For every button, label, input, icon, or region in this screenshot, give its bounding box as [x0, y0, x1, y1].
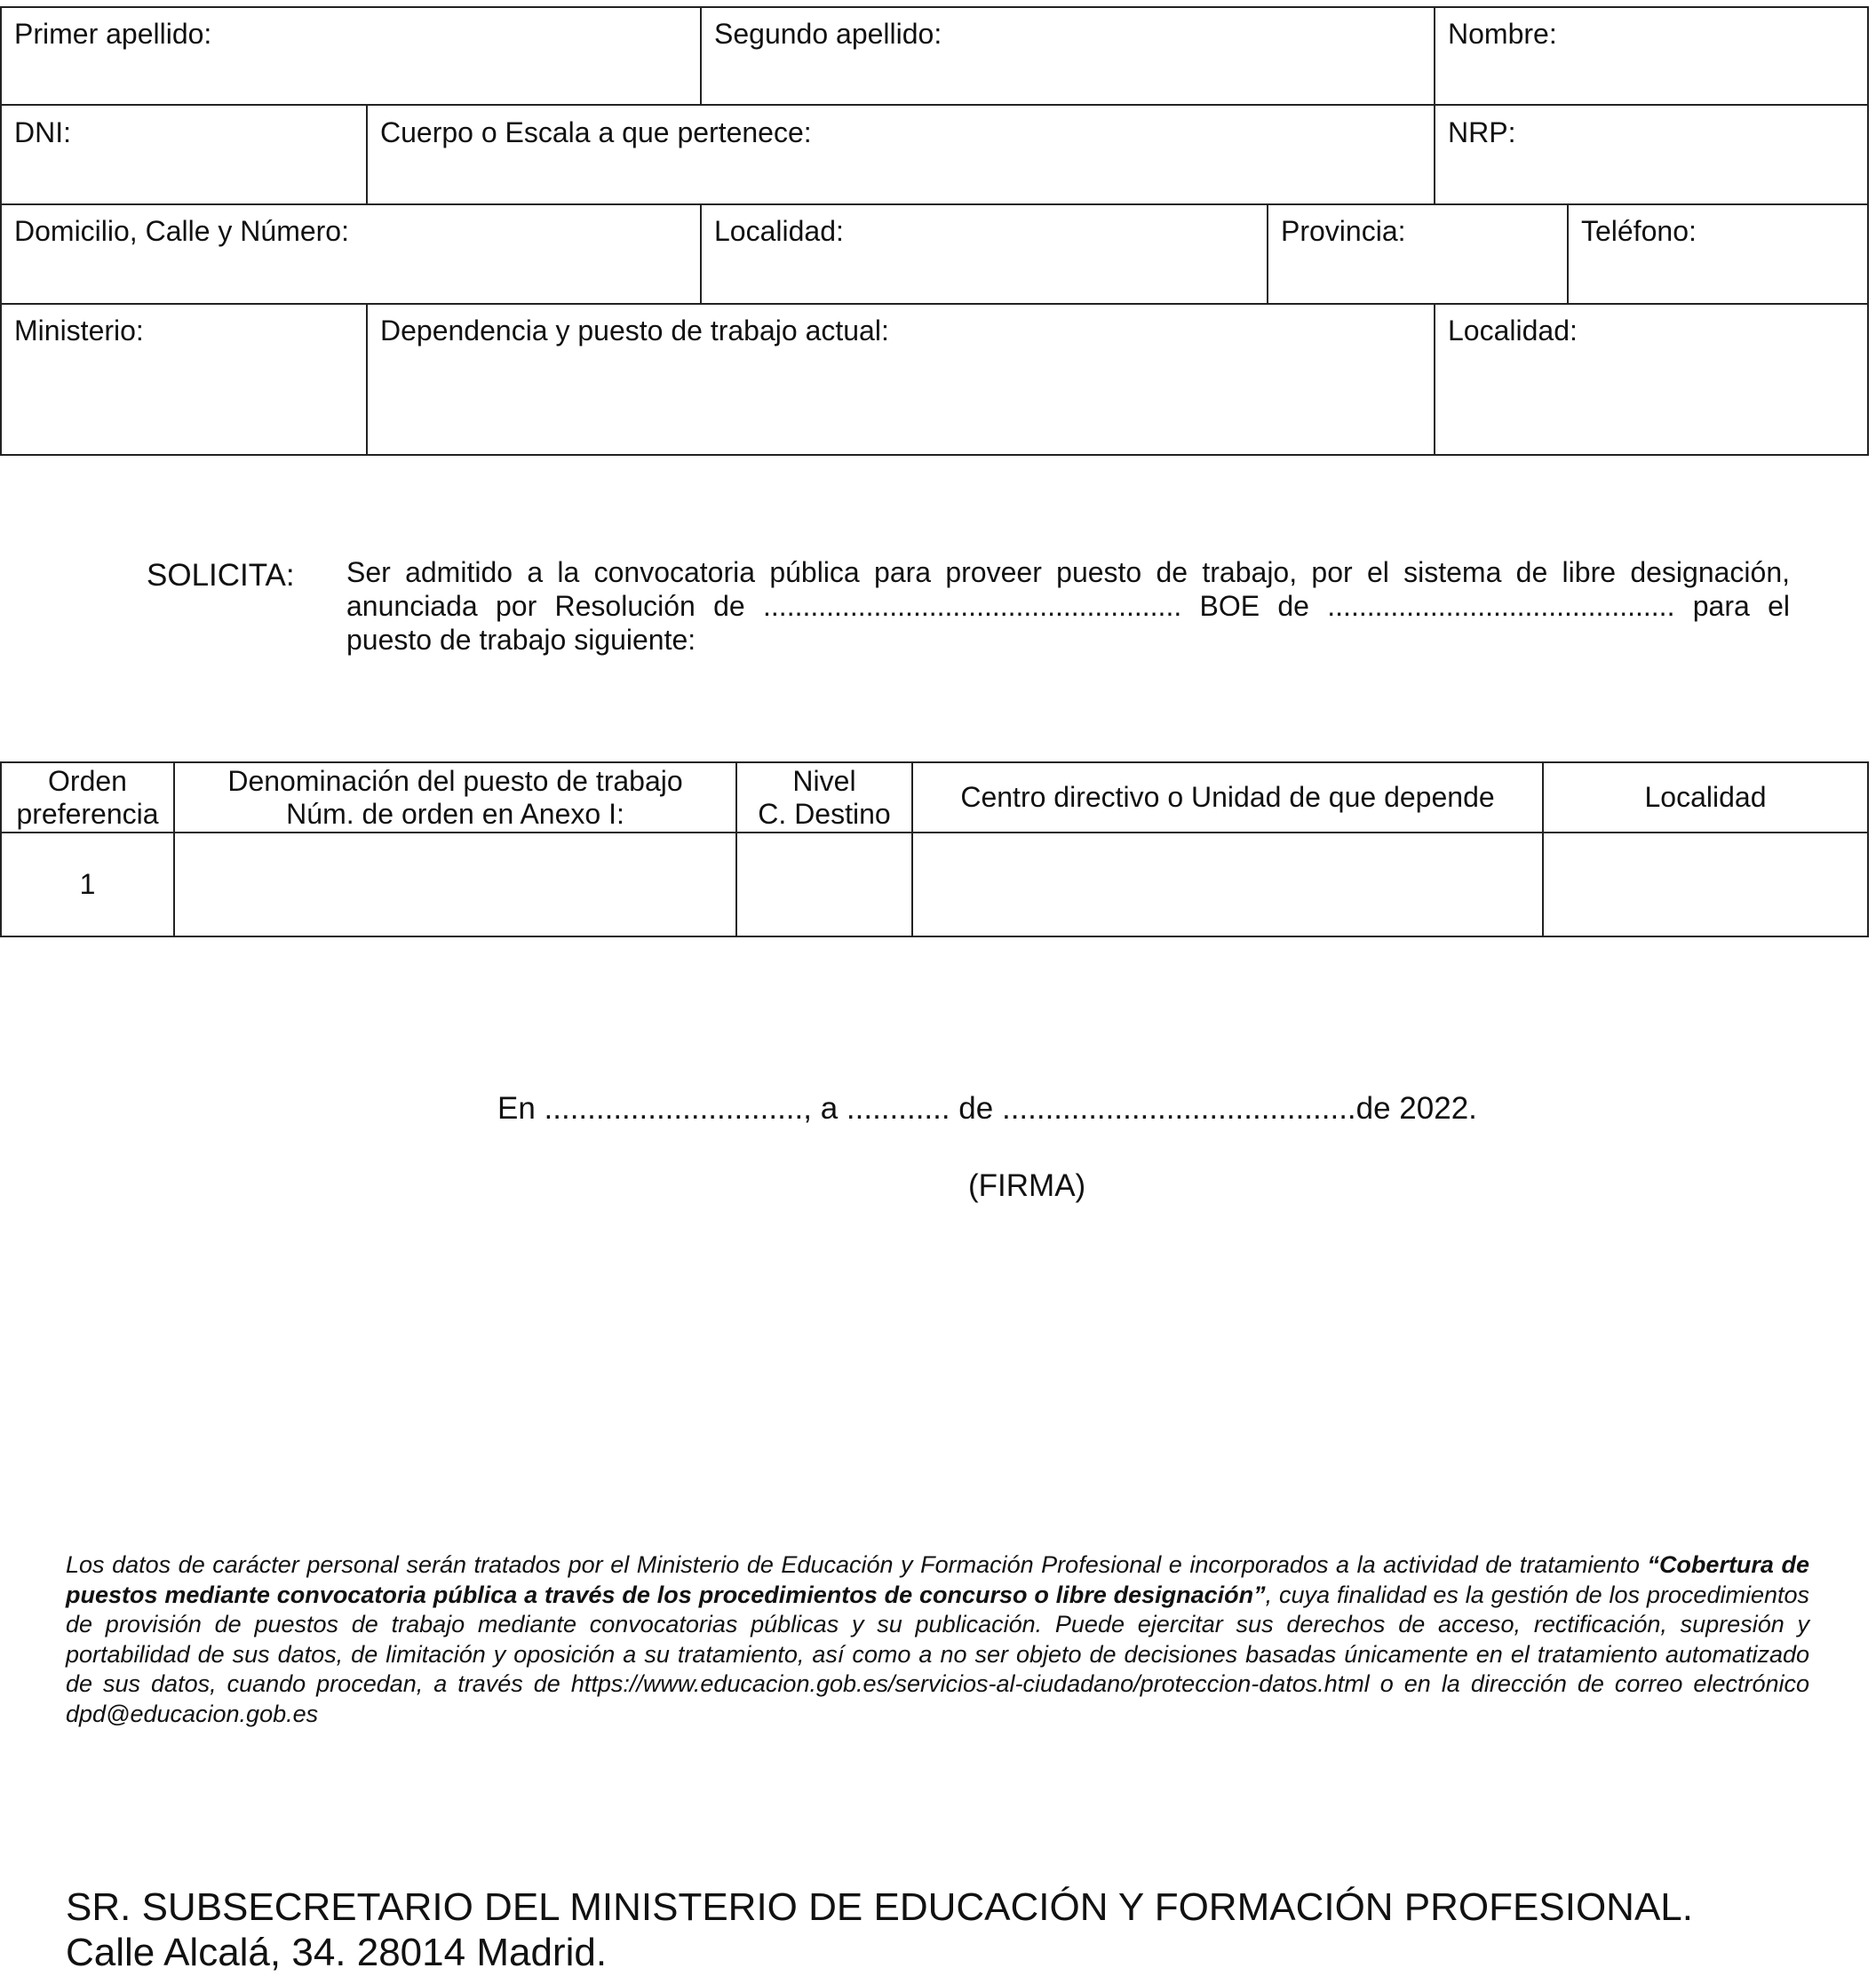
label-localidad: Localidad: — [714, 215, 844, 247]
label-telefono: Teléfono: — [1581, 215, 1697, 247]
label-dni: DNI: — [14, 116, 71, 148]
header-centro-directivo — [913, 763, 1542, 832]
label-localidad-actual: Localidad: — [1448, 315, 1578, 347]
label-nombre: Nombre: — [1448, 18, 1557, 50]
header-localidad-label: Localidad — [1644, 781, 1767, 813]
header-denominacion-line2: Núm. de orden en Anexo I: — [286, 797, 624, 830]
field-domicilio[interactable] — [2, 205, 700, 303]
header-localidad — [1544, 763, 1867, 832]
firma-label: (FIRMA) — [968, 1168, 1086, 1203]
field-ministerio[interactable] — [2, 305, 366, 454]
table-row-denominacion[interactable] — [175, 833, 735, 936]
table-row-centro[interactable] — [913, 833, 1542, 936]
header-orden-line2: preferencia — [16, 797, 159, 830]
label-cuerpo-escala: Cuerpo o Escala a que pertenece: — [380, 116, 812, 148]
header-denominacion — [175, 763, 735, 832]
label-domicilio: Domicilio, Calle y Número: — [14, 215, 349, 247]
field-nombre[interactable] — [1435, 8, 1867, 104]
privacy-text-part1: Los datos de carácter personal serán tratados por el Ministerio de Educación y Formación Profesional e incorporados a la actividad de tratamiento — [66, 1551, 1648, 1578]
label-dependencia: Dependencia y puesto de trabajo actual: — [380, 315, 889, 347]
privacy-activity-name: “Cobertura de puestos mediante convocatoria pública a través de los procedimientos de concurso o libre designación” — [66, 1551, 1810, 1608]
field-primer-apellido[interactable] — [2, 8, 700, 104]
privacy-notice — [66, 1550, 1809, 1730]
fecha-line: En .............................., a ............ de .........................................de 2022. — [497, 1091, 1477, 1126]
field-segundo-apellido[interactable] — [702, 8, 1434, 104]
label-nrp: NRP: — [1448, 116, 1516, 148]
field-telefono[interactable] — [1569, 205, 1867, 303]
header-orden-preferencia — [2, 763, 173, 832]
field-dependencia[interactable] — [368, 305, 1434, 454]
label-provincia: Provincia: — [1281, 215, 1406, 247]
privacy-text-part2: , cuya finalidad es la gestión de los procedimientos de provisión de puestos de trabajo mediante convocatorias públicas y su publicación. Puede ejercitar sus derechos de acceso, rectificación, supresión y portabilidad de sus datos, de limitación y oposición a su tratamiento, así como a no ser objeto de decisiones basadas únicamente en el tratamiento automatizado de sus datos, cuando procedan, a través de https://www.educacion.gob.es/servicios-al-ciudadano/proteccion-datos.html o en la dirección de correo electrónico dpd@educacion.gob.es — [66, 1581, 1809, 1727]
header-denominacion-line1: Denominación del puesto de trabajo — [227, 764, 683, 797]
label-segundo-apellido: Segundo apellido: — [714, 18, 942, 50]
field-cuerpo-escala[interactable] — [368, 107, 1434, 203]
table-row-nivel[interactable] — [737, 833, 911, 936]
header-nivel-line1: Nivel — [792, 764, 856, 797]
table-row-orden — [2, 833, 173, 936]
field-localidad[interactable] — [702, 205, 1267, 303]
header-nivel — [737, 763, 911, 832]
header-nivel-line2: C. Destino — [758, 797, 891, 830]
addressee-line2: Calle Alcalá, 34. 28014 Madrid. — [66, 1931, 608, 1974]
header-centro-label: Centro directivo o Unidad de que depende — [960, 781, 1495, 813]
label-primer-apellido: Primer apellido: — [14, 18, 212, 50]
addressee-line1: SR. SUBSECRETARIO DEL MINISTERIO DE EDUCACIÓN Y FORMACIÓN PROFESIONAL. — [66, 1885, 1693, 1929]
solicita-text: Ser admitido a la convocatoria pública para proveer puesto de trabajo, por el sistema de libre designación, anunciada por Resolución de ..................................................... BOE de ............................................ para el puesto de trabajo siguiente: — [346, 556, 1790, 656]
label-ministerio: Ministerio: — [14, 315, 144, 347]
table-row-localidad[interactable] — [1544, 833, 1867, 936]
field-dni[interactable] — [2, 107, 366, 203]
orden-value: 1 — [79, 868, 96, 900]
field-nrp[interactable] — [1435, 107, 1867, 203]
form-row-divider — [0, 104, 1869, 106]
solicita-label: SOLICITA: — [147, 558, 295, 593]
field-localidad-actual[interactable] — [1435, 305, 1867, 454]
header-orden-line1: Orden — [48, 764, 127, 797]
field-provincia[interactable] — [1268, 205, 1567, 303]
